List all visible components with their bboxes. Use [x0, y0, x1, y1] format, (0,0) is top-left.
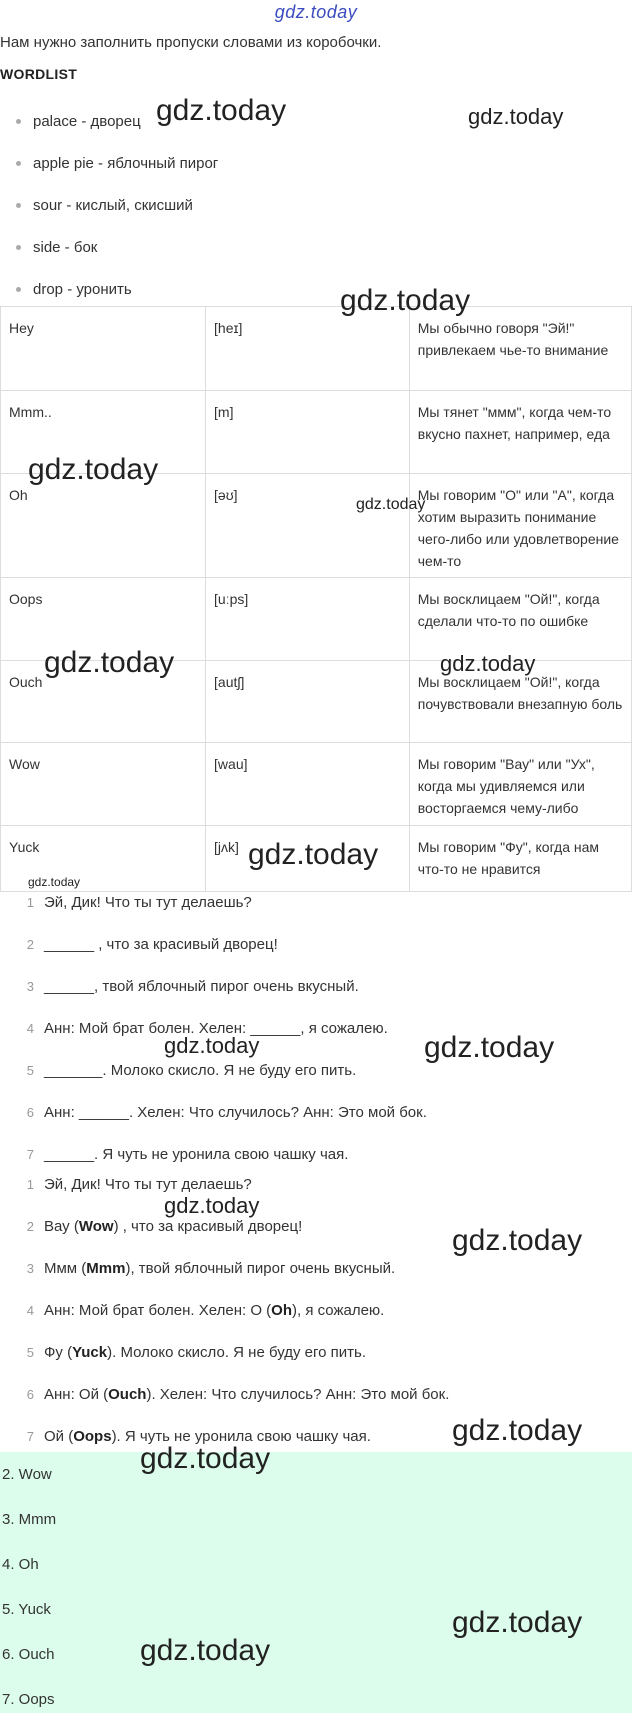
- table-cell-meaning: Мы говорим "Вау" или "Ух", когда мы удивляемся или восторгаемся чему-либо: [409, 743, 631, 826]
- site-logo[interactable]: gdz.today: [274, 2, 358, 22]
- list-item: [0, 1007, 632, 1049]
- filled-sentences-list: [0, 1163, 632, 1457]
- watermark: gdz.today: [340, 284, 471, 317]
- table-cell-word: Oops: [1, 578, 206, 661]
- answer-word: Oops: [73, 1427, 112, 1445]
- list-item: [0, 1091, 632, 1133]
- table-cell-meaning: Мы говорим "О" или "А", когда хотим выразить понимание чего-либо или удовлетворение чем-то: [409, 474, 631, 578]
- gap-sentences-list: [0, 881, 632, 1175]
- bullet-icon: [16, 161, 21, 166]
- sentence-text: ______. Я чуть не уронила свою чашку чая.: [44, 1145, 349, 1163]
- watermark: gdz.today: [28, 875, 81, 889]
- sentence-text: Эй, Дик! Что ты тут делаешь?: [44, 893, 252, 911]
- list-item: [0, 1415, 632, 1457]
- table-cell-transcription: [uːps]: [206, 578, 410, 661]
- answer-item: 7. Oops: [2, 1691, 55, 1708]
- sentence-text: ). Я чуть не уронила свою чашку чая.: [111, 1427, 371, 1445]
- bullet-icon: [16, 203, 21, 208]
- bullet-icon: [16, 245, 21, 250]
- table-cell-word: Mmm..: [1, 391, 206, 474]
- table-cell-transcription: [autʃ]: [206, 661, 410, 743]
- sentence-text: ). Хелен: Что случилось? Анн: Это мой бок.: [146, 1385, 450, 1403]
- table-cell-meaning: Мы восклицаем "Ой!", когда сделали что-то по ошибке: [409, 578, 631, 661]
- sentence-text: ). Молоко скисло. Я не буду его пить.: [107, 1343, 366, 1361]
- wordlist-item-text: sour - кислый, скисший: [33, 196, 193, 214]
- intro-text: Нам нужно заполнить пропуски словами из коробочки.: [0, 34, 382, 51]
- watermark: gdz.today: [28, 453, 159, 486]
- watermark: gdz.today: [452, 1606, 583, 1639]
- list-item: [0, 1049, 632, 1091]
- list-item: [0, 965, 632, 1007]
- item-number: 5: [26, 1344, 34, 1360]
- watermark: gdz.today: [440, 651, 536, 676]
- watermark: gdz.today: [44, 646, 175, 679]
- table-row: [1, 743, 632, 826]
- wordlist-item-text: apple pie - яблочный пирог: [33, 154, 219, 172]
- watermark: gdz.today: [452, 1224, 583, 1257]
- table-cell-meaning: Мы обычно говоря "Эй!" привлекаем чье-то внимание: [409, 307, 631, 391]
- table-cell-transcription: [wau]: [206, 743, 410, 826]
- table-cell-transcription: [əʊ]: [206, 474, 410, 578]
- table-cell-word: Yuck: [1, 826, 206, 892]
- wordlist-item-text: drop - уронить: [33, 280, 132, 298]
- wordlist-item-text: side - бок: [33, 238, 98, 256]
- table-cell-word: Wow: [1, 743, 206, 826]
- item-number: 7: [26, 1428, 34, 1444]
- wordlist-item: [0, 100, 632, 142]
- answer-word: Yuck: [72, 1343, 108, 1361]
- bullet-icon: [16, 287, 21, 292]
- answer-word: Wow: [78, 1217, 114, 1235]
- answer-item: 2. Wow: [2, 1466, 52, 1483]
- item-number: 7: [26, 1146, 34, 1162]
- sentence-text: Анн: Ой (: [44, 1385, 109, 1403]
- list-item: [0, 923, 632, 965]
- watermark: gdz.today: [468, 104, 564, 129]
- watermark: gdz.today: [356, 496, 426, 513]
- table-cell-meaning: Мы говорим "Фу", когда нам что-то не нравится: [409, 826, 631, 892]
- table-cell-meaning: Мы восклицаем "Ой!", когда почувствовали внезапную боль: [409, 661, 631, 743]
- watermark: gdz.today: [248, 838, 379, 871]
- wordlist: [0, 100, 632, 310]
- item-number: 1: [26, 894, 34, 910]
- table-cell-word: Hey: [1, 307, 206, 391]
- item-number: 3: [26, 1260, 34, 1276]
- list-item: [0, 1163, 632, 1205]
- watermark: gdz.today: [140, 1442, 271, 1475]
- sentence-text: ______, твой яблочный пирог очень вкусный.: [44, 977, 359, 995]
- sentence-text: _______. Молоко скисло. Я не буду его пить.: [44, 1061, 357, 1079]
- interjection-table: [0, 306, 632, 892]
- sentence-text: Анн: Мой брат болен. Хелен: ______, я сожалею.: [44, 1019, 388, 1037]
- answers-box: [0, 1452, 632, 1713]
- wordlist-item: [0, 226, 632, 268]
- table-row: [1, 391, 632, 474]
- sentence-text: Ой (: [44, 1427, 74, 1445]
- answer-word: Mmm: [86, 1259, 126, 1277]
- item-number: 2: [26, 1218, 34, 1234]
- table-row: [1, 578, 632, 661]
- sentence-text: Фу (: [44, 1343, 73, 1361]
- list-item: [0, 1331, 632, 1373]
- answer-word: Ouch: [108, 1385, 147, 1403]
- watermark: gdz.today: [164, 1193, 260, 1218]
- table-cell-transcription: [heɪ]: [206, 307, 410, 391]
- sentence-text: Вау (: [44, 1217, 79, 1235]
- answer-item: 5. Yuck: [2, 1601, 51, 1618]
- sentence-text: ), твой яблочный пирог очень вкусный.: [125, 1259, 396, 1277]
- answer-word: Oh: [271, 1301, 292, 1319]
- watermark: gdz.today: [424, 1031, 555, 1064]
- item-number: 1: [26, 1176, 34, 1192]
- list-item: [0, 1373, 632, 1415]
- table-row: [1, 474, 632, 578]
- sentence-text: Эй, Дик! Что ты тут делаешь?: [44, 1175, 252, 1193]
- item-number: 4: [26, 1302, 34, 1318]
- item-number: 6: [26, 1386, 34, 1402]
- table-cell-word: Oh: [1, 474, 206, 578]
- sentence-text: Анн: ______. Хелен: Что случилось? Анн: Это мой бок.: [44, 1103, 427, 1121]
- table-cell-meaning: Мы тянет "ммм", когда чем-то вкусно пахнет, например, еда: [409, 391, 631, 474]
- list-item: [0, 1247, 632, 1289]
- bullet-icon: [16, 119, 21, 124]
- item-number: 5: [26, 1062, 34, 1078]
- table-cell-transcription: [jʌk]: [206, 826, 410, 892]
- wordlist-heading: WORDLIST: [0, 66, 78, 82]
- watermark: gdz.today: [452, 1414, 583, 1447]
- sentence-text: Анн: Мой брат болен. Хелен: О (: [44, 1301, 272, 1319]
- wordlist-item: [0, 268, 632, 310]
- item-number: 4: [26, 1020, 34, 1036]
- sentence-text: ), я сожалею.: [292, 1301, 385, 1319]
- watermark: gdz.today: [140, 1634, 271, 1667]
- answer-item: 6. Ouch: [2, 1646, 55, 1663]
- wordlist-item-text: palace - дворец: [33, 112, 141, 130]
- answer-item: 4. Oh: [2, 1556, 39, 1573]
- watermark: gdz.today: [164, 1033, 260, 1058]
- answer-item: 3. Mmm: [2, 1511, 57, 1528]
- watermark: gdz.today: [156, 94, 287, 127]
- item-number: 6: [26, 1104, 34, 1120]
- table-cell-word: Ouch: [1, 661, 206, 743]
- sentence-text: Ммм (: [44, 1259, 87, 1277]
- wordlist-item: [0, 142, 632, 184]
- list-item: [0, 1289, 632, 1331]
- sentence-text: ) , что за красивый дворец!: [113, 1217, 303, 1235]
- table-row: [1, 661, 632, 743]
- sentence-text: ______ , что за красивый дворец!: [44, 935, 278, 953]
- item-number: 2: [26, 936, 34, 952]
- table-cell-transcription: [m]: [206, 391, 410, 474]
- item-number: 3: [26, 978, 34, 994]
- table-row: [1, 307, 632, 391]
- list-item: [0, 881, 632, 923]
- list-item: [0, 1205, 632, 1247]
- wordlist-item: [0, 184, 632, 226]
